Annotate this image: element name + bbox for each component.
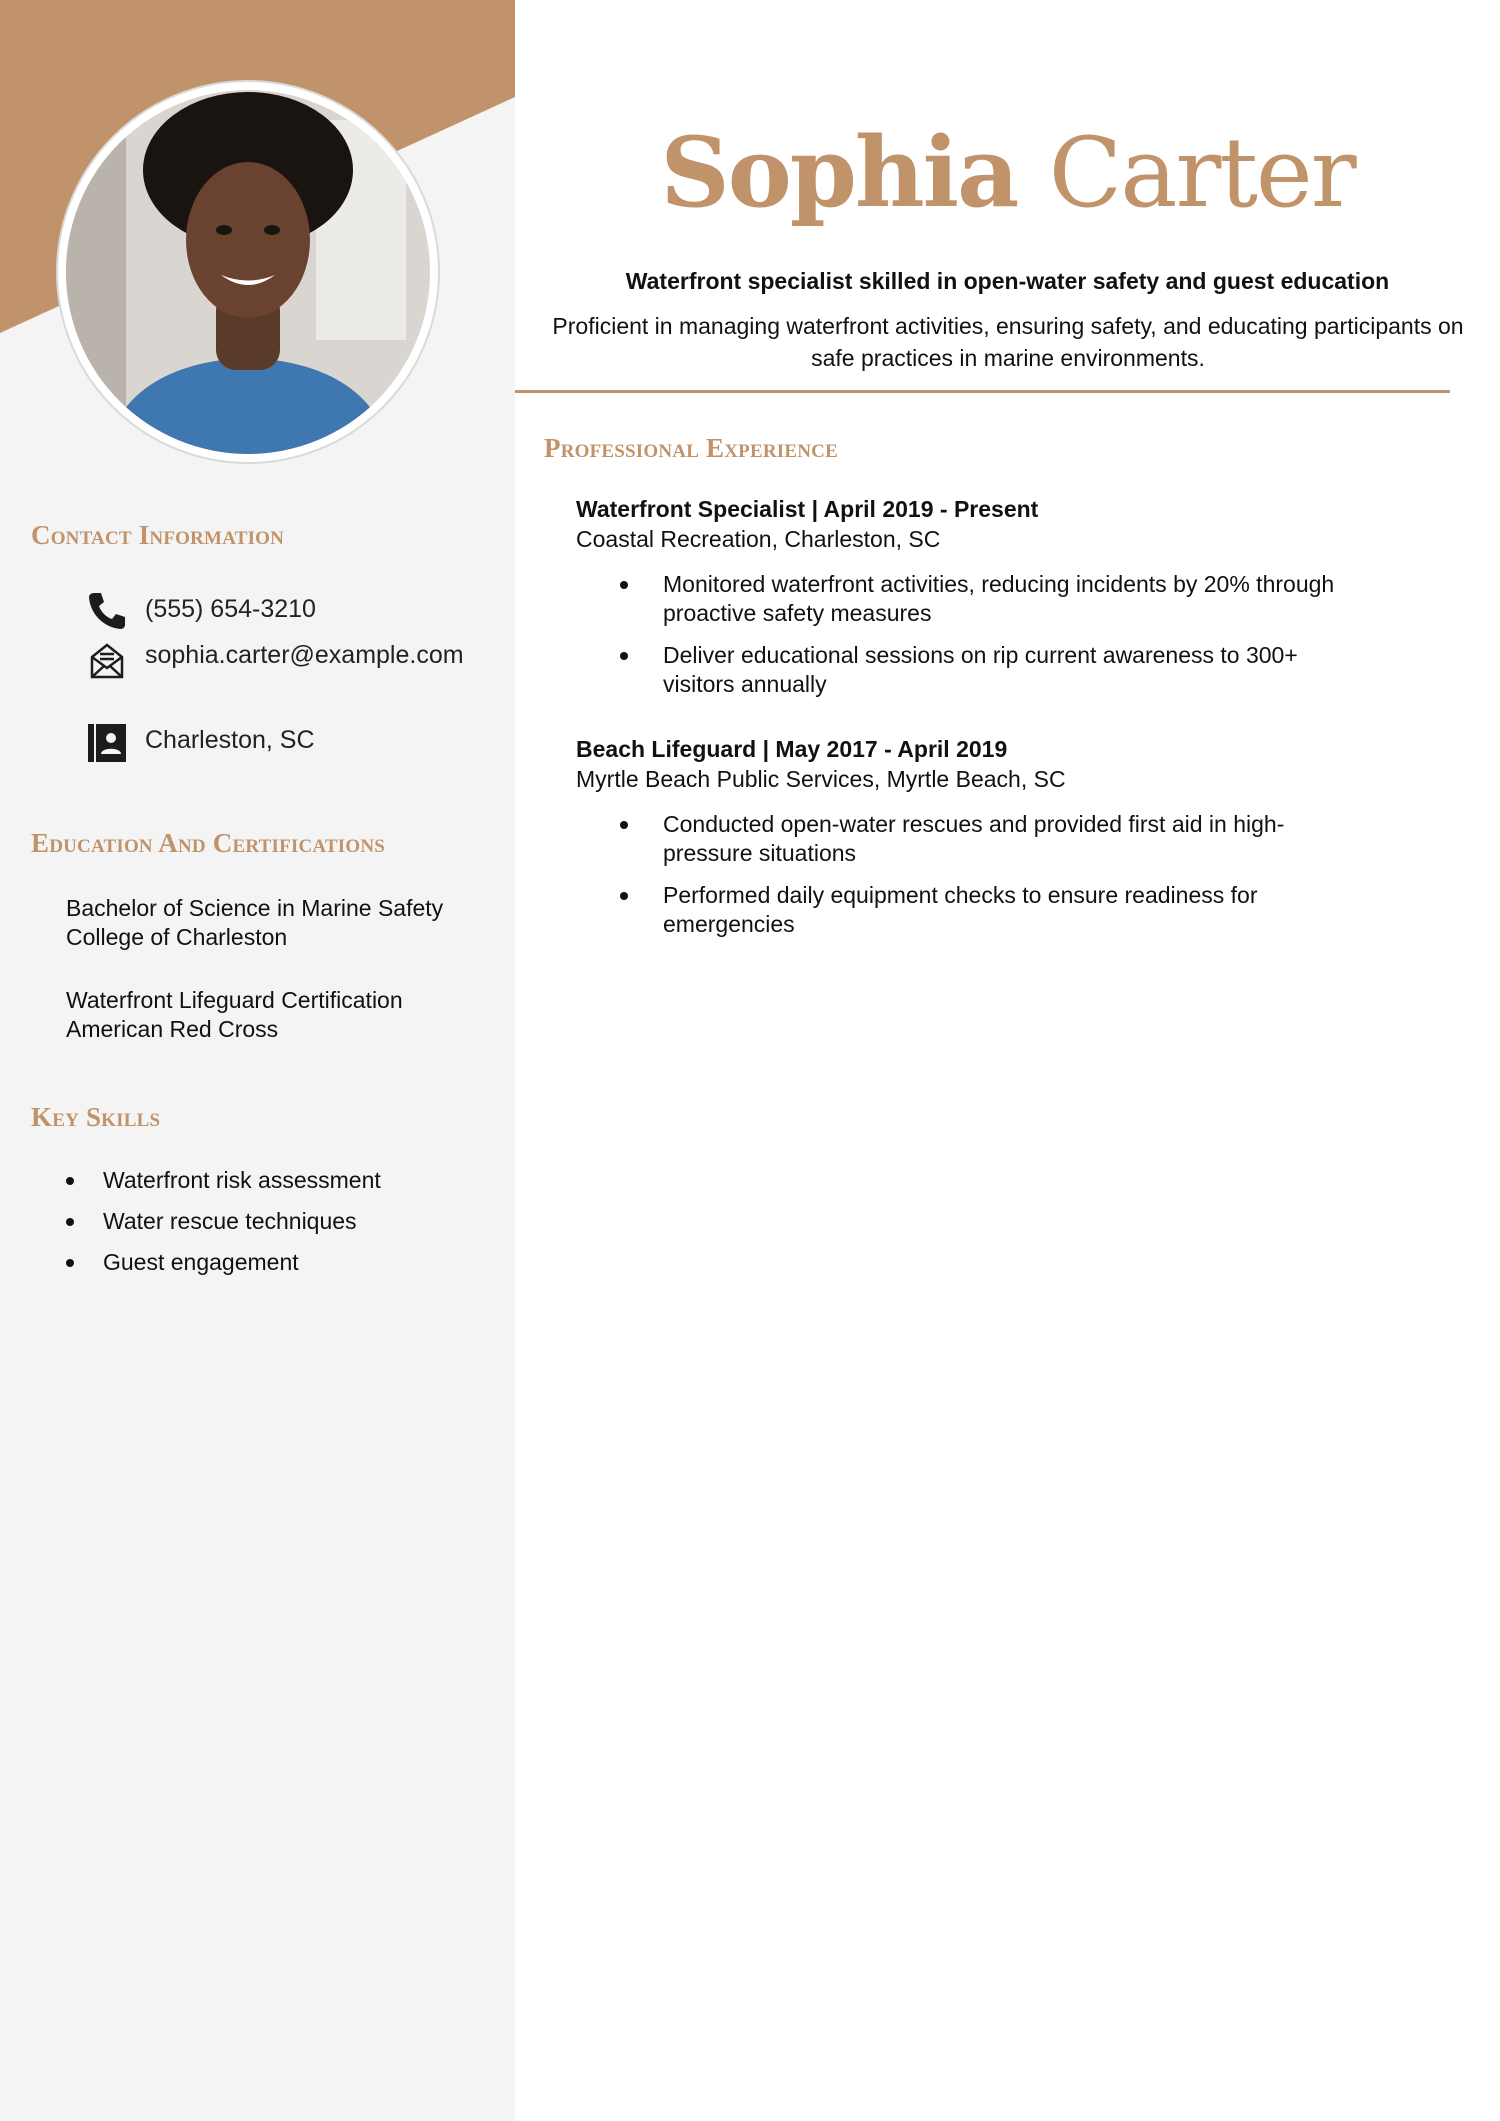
contact-email bbox=[86, 640, 465, 682]
job-title: Beach Lifeguard | May 2017 - April 2019 bbox=[576, 736, 1008, 762]
job-entry bbox=[576, 494, 1436, 712]
skills-list bbox=[66, 1166, 381, 1289]
job-title: Waterfront Specialist | April 2019 - Present bbox=[576, 496, 1039, 522]
contact-card-icon-head bbox=[106, 733, 116, 743]
envelope-icon-lines bbox=[100, 654, 114, 659]
profile-photo bbox=[66, 90, 430, 454]
education-title: Waterfront Lifeguard Certification bbox=[66, 987, 403, 1013]
education-institution: College of Charleston bbox=[66, 924, 288, 950]
job-entry bbox=[576, 734, 1436, 952]
envelope-icon bbox=[86, 640, 128, 682]
skill-item: Guest engagement bbox=[66, 1248, 381, 1277]
job-company: Coastal Recreation, Charleston, SC bbox=[576, 526, 941, 552]
education-title: Bachelor of Science in Marine Safety bbox=[66, 895, 444, 921]
education-item bbox=[66, 986, 486, 1044]
contact-heading: Contact Information bbox=[31, 520, 285, 550]
job-company: Myrtle Beach Public Services, Myrtle Beach, SC bbox=[576, 766, 1066, 792]
contact-card-icon bbox=[86, 722, 128, 764]
phone-icon-shape bbox=[89, 593, 125, 629]
job-bullet: Deliver educational sessions on rip current awareness to 300+ visitors annually bbox=[576, 641, 1343, 699]
job-bullets bbox=[576, 570, 1436, 699]
last-name: Carter bbox=[1048, 117, 1355, 229]
tagline: Waterfront specialist skilled in open-water safety and guest education bbox=[625, 268, 1390, 294]
skills-heading: Key Skills bbox=[31, 1102, 161, 1132]
skill-item: Waterfront risk assessment bbox=[66, 1166, 381, 1195]
profile-photo-illustration bbox=[66, 90, 430, 454]
summary: Proficient in managing waterfront activities, ensuring safety, and educating participants on safe practices in marine environments. bbox=[552, 313, 1464, 371]
education-institution: American Red Cross bbox=[66, 1016, 279, 1042]
contact-phone bbox=[86, 590, 465, 632]
header-divider bbox=[515, 390, 1450, 393]
phone-text: (555) 654-3210 bbox=[145, 595, 316, 623]
photo-eye-left bbox=[216, 225, 232, 235]
contact-location bbox=[86, 722, 465, 764]
contact-card-icon-spine bbox=[88, 724, 94, 762]
education-item bbox=[66, 894, 486, 952]
job-bullet: Monitored waterfront activities, reducing incidents by 20% through proactive safety measures bbox=[576, 570, 1343, 628]
photo-face bbox=[186, 162, 310, 318]
job-bullet: Performed daily equipment checks to ensure readiness for emergencies bbox=[576, 881, 1343, 939]
experience-heading: Professional Experience bbox=[544, 433, 838, 463]
first-name: Sophia bbox=[660, 116, 1018, 229]
candidate-name bbox=[515, 118, 1500, 228]
job-bullet: Conducted open-water rescues and provided first aid in high-pressure situations bbox=[576, 810, 1343, 868]
skill-item: Water rescue techniques bbox=[66, 1207, 381, 1236]
education-heading: Education And Certifications bbox=[31, 828, 386, 858]
phone-icon bbox=[86, 590, 128, 632]
email-text: sophia.carter@example.com bbox=[145, 641, 464, 669]
location-text: Charleston, SC bbox=[145, 726, 315, 754]
photo-eye-right bbox=[264, 225, 280, 235]
job-bullets bbox=[576, 810, 1436, 939]
sidebar bbox=[0, 0, 515, 2121]
